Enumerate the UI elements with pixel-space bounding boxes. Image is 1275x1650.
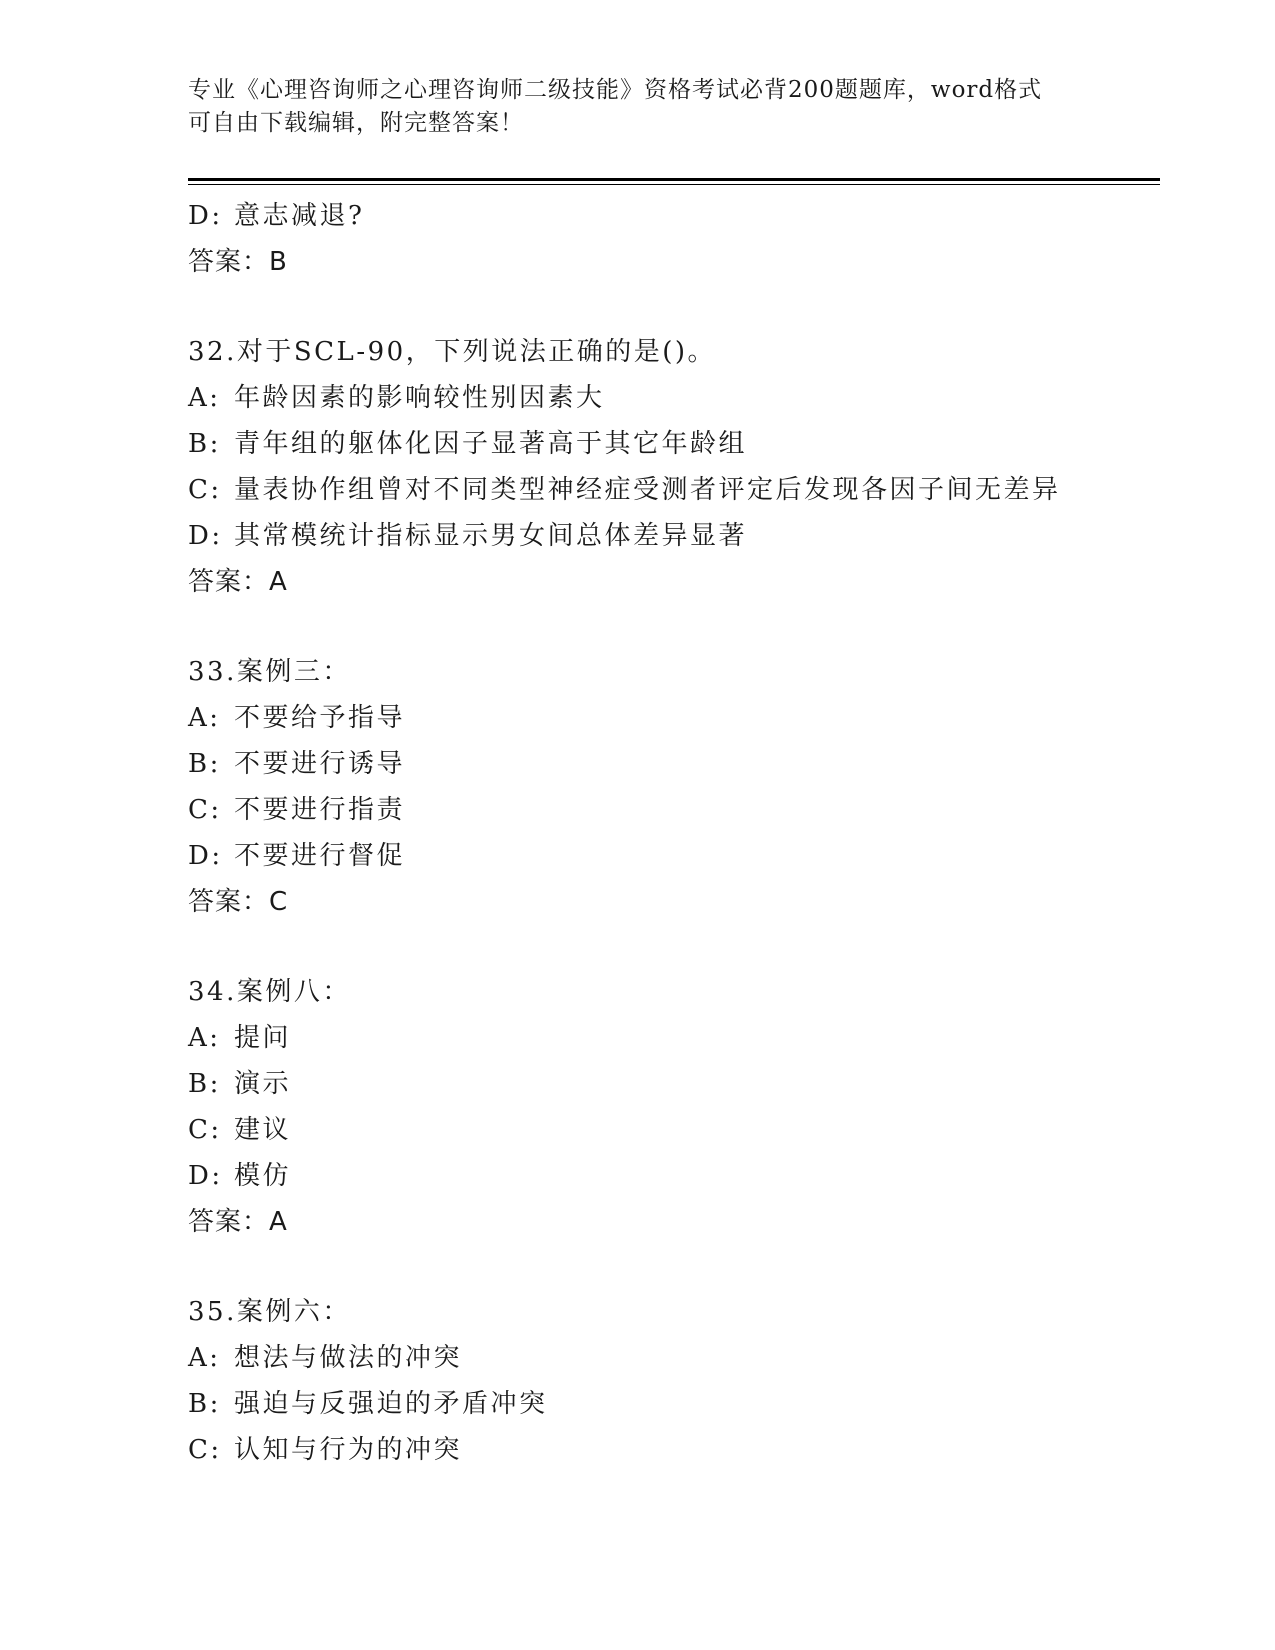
answer-line: 答案：A — [188, 1207, 288, 1237]
option-text: 认知与行为的冲突 — [234, 1435, 463, 1465]
header-rule-thick — [188, 178, 1160, 181]
option-label: C: — [188, 1115, 222, 1145]
option-text: 模仿 — [234, 1161, 292, 1191]
option-label: C: — [188, 795, 222, 825]
option-text: 建议 — [234, 1115, 292, 1145]
option-line — [188, 1381, 1168, 1427]
option-text: 青年组的躯体化因子显著高于其它年龄组 — [234, 429, 748, 459]
option-line — [188, 1107, 1168, 1153]
header-line-2: 可自由下载编辑，附完整答案！ — [188, 110, 524, 136]
option-line — [188, 1015, 1168, 1061]
option-text: 不要给予指导 — [234, 703, 406, 733]
option-text: 年龄因素的影响较性别因素大 — [234, 383, 605, 413]
option-text: 量表协作组曾对不同类型神经症受测者评定后发现各因子间无差异 — [234, 475, 1061, 505]
option-text: 意志减退? — [234, 201, 365, 231]
option-label: A: — [188, 1023, 221, 1053]
option-label: B: — [188, 1069, 221, 1099]
answer-line: 答案：C — [188, 887, 289, 917]
option-line — [188, 787, 1168, 833]
option-label: B: — [188, 429, 221, 459]
question-stem: 33.案例三： — [188, 657, 351, 687]
option-label: D: — [188, 521, 223, 551]
option-line — [188, 193, 1168, 239]
option-label: B: — [188, 749, 221, 779]
option-line — [188, 1153, 1168, 1199]
option-label: D: — [188, 841, 223, 871]
option-line — [188, 421, 1168, 467]
option-text: 不要进行诱导 — [234, 749, 406, 779]
option-text: 提问 — [234, 1023, 292, 1053]
option-line — [188, 741, 1168, 787]
option-line — [188, 513, 1168, 559]
option-line — [188, 833, 1168, 879]
answer-line: 答案：B — [188, 247, 288, 277]
option-line — [188, 695, 1168, 741]
option-text: 不要进行指责 — [234, 795, 406, 825]
option-text: 想法与做法的冲突 — [234, 1343, 463, 1373]
option-line — [188, 1427, 1168, 1473]
option-label: A: — [188, 1343, 221, 1373]
option-line — [188, 467, 1168, 513]
answer-line: 答案：A — [188, 567, 288, 597]
question-stem: 32.对于SCL-90，下列说法正确的是()。 — [188, 337, 716, 367]
document-header — [188, 74, 1088, 140]
option-line — [188, 1061, 1168, 1107]
header-rule-thin — [188, 184, 1160, 185]
header-line-1: 专业《心理咨询师之心理咨询师二级技能》资格考试必背200题题库，word格式 — [188, 77, 1043, 103]
option-label: B: — [188, 1389, 221, 1419]
question-stem: 35.案例六： — [188, 1297, 351, 1327]
question-content — [188, 193, 1168, 1473]
option-label: A: — [188, 703, 221, 733]
option-label: A: — [188, 383, 221, 413]
option-text: 强迫与反强迫的矛盾冲突 — [234, 1389, 548, 1419]
option-text: 演示 — [234, 1069, 292, 1099]
option-label: C: — [188, 1435, 222, 1465]
question-stem: 34.案例八： — [188, 977, 351, 1007]
option-label: D: — [188, 201, 223, 231]
option-line — [188, 375, 1168, 421]
option-text: 其常模统计指标显示男女间总体差异显著 — [234, 521, 748, 551]
option-label: C: — [188, 475, 222, 505]
option-label: D: — [188, 1161, 223, 1191]
option-line — [188, 1335, 1168, 1381]
option-text: 不要进行督促 — [234, 841, 406, 871]
